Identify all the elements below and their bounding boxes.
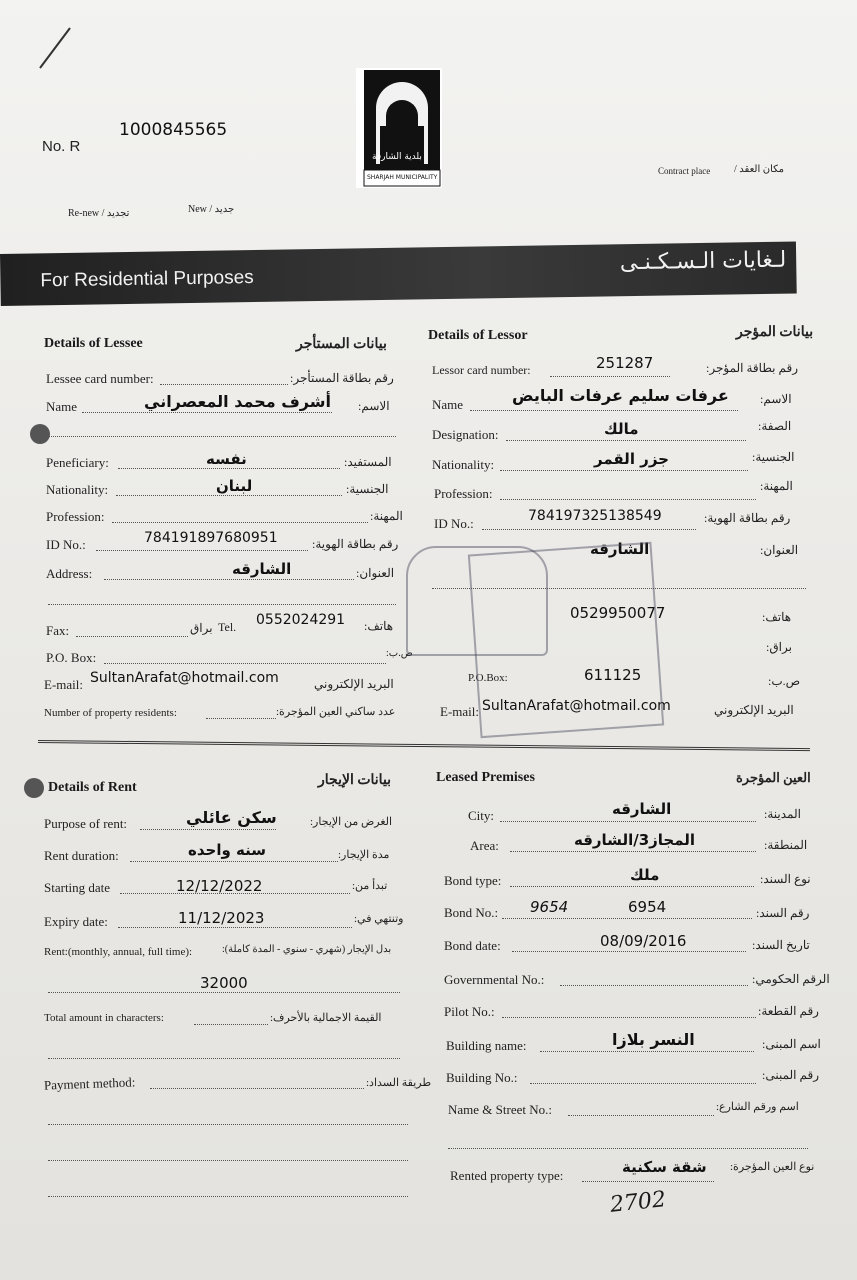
- rent-expiry: 11/12/2023: [178, 909, 265, 927]
- lessor-card-label: Lessor card number:: [432, 363, 531, 377]
- rent-duration: سنه واحده: [188, 841, 266, 859]
- premises-title-ar: العين المؤجرة: [736, 770, 811, 785]
- premises-city-label: City:: [468, 808, 495, 823]
- lessee-profession-label: Profession:: [46, 509, 105, 524]
- lessee-pobox-label-ar: ص.ب:: [386, 648, 413, 659]
- contract-no-label: No. R: [42, 138, 81, 155]
- rent-start-label-ar: تبدأ من:: [352, 880, 388, 892]
- premises-building-no-label-ar: رقم المبنى:: [762, 1068, 820, 1082]
- rent-amount-label: Rent:(monthly, annual, full time):: [44, 946, 193, 958]
- rent-expiry-label: Expiry date:: [44, 914, 108, 929]
- premises-area: المجاز3/الشارقه: [574, 831, 696, 849]
- premises-building-no-label: Building No.:: [446, 1070, 518, 1085]
- lessor-address: الشارقه: [590, 540, 650, 558]
- lessor-id-label: ID No.:: [434, 516, 474, 531]
- rent-payment-label-ar: طريقة السداد:: [366, 1077, 432, 1089]
- lessor-designation-label-ar: الصفة:: [758, 419, 792, 433]
- premises-bond-date-label: Bond date:: [444, 938, 501, 953]
- rent-start-label: Starting date: [44, 880, 111, 895]
- premises-building-label: Building name:: [446, 1038, 527, 1053]
- lessee-beneficiary-label: Peneficiary:: [46, 455, 109, 470]
- lessor-name-label: Name: [432, 397, 464, 412]
- premises-type: شقة سكنية: [622, 1158, 707, 1176]
- rent-title-ar: بيانات الإيجار: [318, 773, 392, 788]
- premises-plot-label-ar: رقم القطعة:: [758, 1004, 819, 1018]
- contract-place-label-ar: مكان العقد /: [734, 164, 785, 175]
- rent-purpose: سكن عائلي: [186, 808, 277, 827]
- rent-duration-label-ar: مدة الإيجار:: [338, 849, 390, 861]
- purpose-banner: [0, 241, 797, 305]
- premises-title: Leased Premises: [436, 770, 535, 785]
- lessor-pobox-label-ar: ص.ب:: [768, 674, 801, 688]
- premises-street-label: Name & Street No.:: [448, 1102, 552, 1117]
- logo-arabic-text: بلدية الشارقة: [372, 152, 422, 162]
- premises-city-label-ar: المدينة:: [764, 807, 801, 821]
- lessor-nationality-label: Nationality:: [432, 457, 495, 472]
- lessor-id-label-ar: رقم بطاقة الهوية:: [704, 511, 791, 525]
- lessee-nationality: لبنان: [216, 477, 253, 495]
- lessee-beneficiary: نفسه: [206, 450, 247, 468]
- contract-no: 1000845565: [119, 120, 228, 140]
- lessee-id-label-ar: رقم بطاقة الهوية:: [312, 537, 399, 551]
- lessee-address-label-ar: العنوان:: [356, 566, 395, 580]
- lessee-nationality-label-ar: الجنسية:: [346, 482, 389, 496]
- lessee-beneficiary-label-ar: المستفيد:: [344, 455, 392, 469]
- lessee-profession-label-ar: المهنة:: [370, 509, 403, 523]
- lessee-email-label: E-mail:: [44, 677, 83, 692]
- premises-bond-type-label: Bond type:: [444, 873, 502, 888]
- lessee-name-label: Name: [46, 399, 78, 414]
- lessee-title: Details of Lessee: [44, 336, 143, 351]
- lessor-address-label-ar: العنوان:: [760, 543, 799, 557]
- premises-gov-label-ar: الرقم الحكومي:: [752, 972, 830, 986]
- banner-english: For Residential Purposes: [40, 267, 254, 292]
- lessor-nationality-label-ar: الجنسية:: [752, 450, 795, 464]
- lessor-fax-label-ar: براق:: [766, 640, 792, 654]
- logo-english-text: SHARJAH MUNICIPALITY: [367, 174, 438, 181]
- new-label: New / جديد: [188, 204, 235, 215]
- lessor-pobox: 611125: [584, 666, 642, 684]
- premises-area-label-ar: المنطقة:: [764, 838, 808, 852]
- lessor-name: عرفات سليم عرفات البايض: [512, 386, 729, 405]
- lessor-name-label-ar: الاسم:: [760, 392, 792, 406]
- lessee-address: الشارقه: [232, 560, 292, 578]
- lessor-profession-label-ar: المهنة:: [760, 479, 793, 493]
- rent-expiry-label-ar: وتنتهي في:: [354, 913, 404, 925]
- lessee-name-label-ar: الاسم:: [358, 399, 390, 413]
- lessee-fax-label-ar: براق: [190, 621, 213, 635]
- unit-number-handwritten: 2702: [608, 1187, 668, 1218]
- municipality-logo-icon: [356, 68, 442, 188]
- lessor-tel-label-ar: هاتف:: [762, 610, 792, 624]
- premises-gov-label: Governmental No.:: [444, 972, 545, 987]
- rent-amount: 32000: [200, 974, 248, 992]
- lessee-residents-label: Number of property residents:: [44, 707, 177, 719]
- lessor-email-label: E-mail:: [440, 704, 479, 719]
- rent-start: 12/12/2022: [176, 877, 263, 895]
- lessor-title: Details of Lessor: [428, 328, 528, 343]
- lessor-id: 784197325138549: [528, 508, 662, 524]
- lessee-title-ar: بيانات المستأجر: [296, 337, 387, 352]
- rent-title: Details of Rent: [48, 780, 137, 795]
- premises-city: الشارقه: [612, 800, 672, 818]
- premises-building: النسر بلازا: [612, 1030, 695, 1049]
- lessee-email-label-ar: البريد الإلكتروني: [314, 677, 394, 691]
- municipality-logo: [356, 68, 442, 188]
- rent-amount-label-ar: بدل الإيجار (شهري - سنوي - المدة كاملة):: [222, 944, 392, 955]
- lessee-id: 784191897680951: [144, 530, 278, 546]
- renew-label: Re-new / تجديد: [68, 208, 130, 219]
- lessee-id-label: ID No.:: [46, 537, 86, 552]
- rent-duration-label: Rent duration:: [44, 848, 119, 863]
- banner-arabic: لـغايات الـسـكـنـى: [619, 247, 787, 276]
- lessee-tel-label: Tel.: [218, 620, 237, 634]
- lessee-fax-label: Fax:: [46, 623, 70, 638]
- premises-bond-date: 08/09/2016: [600, 932, 687, 950]
- rent-total-label-ar: القيمة الاجمالية بالأحرف:: [270, 1012, 382, 1024]
- punch-hole: [30, 424, 50, 444]
- section-divider: [38, 740, 810, 751]
- lessee-tel-label-ar: هاتف:: [364, 619, 394, 633]
- premises-type-label-ar: نوع العين المؤجرة:: [730, 1161, 815, 1173]
- lessor-email: SultanArafat@hotmail.com: [482, 698, 671, 714]
- premises-bond-no-a: 9654: [530, 898, 569, 916]
- premises-bond-no-label-ar: رقم السند:: [756, 906, 810, 920]
- lessee-address-label: Address:: [46, 566, 93, 581]
- lessee-residents-label-ar: عدد ساكني العين المؤجرة:: [276, 706, 396, 718]
- rent-payment-label: Payment method:: [43, 1074, 136, 1093]
- premises-building-label-ar: اسم المبنى:: [762, 1037, 821, 1051]
- premises-bond-no-b: 6954: [628, 898, 667, 916]
- lessor-title-ar: بيانات المؤجر: [736, 325, 814, 340]
- premises-street-label-ar: اسم ورقم الشارع:: [716, 1101, 799, 1113]
- lessee-nationality-label: Nationality:: [46, 482, 109, 497]
- approval-stamp: [468, 542, 664, 738]
- lessor-card: 251287: [596, 354, 654, 372]
- rent-purpose-label: Purpose of rent:: [44, 816, 128, 831]
- lessor-tel: 0529950077: [570, 604, 666, 622]
- lessor-pobox-label: P.O.Box:: [468, 672, 508, 684]
- rent-total-label: Total amount in characters:: [44, 1012, 164, 1024]
- lessee-pobox-label: P.O. Box:: [46, 650, 97, 665]
- premises-plot-label: Pilot No.:: [444, 1004, 495, 1019]
- premises-bond-type: ملك: [630, 866, 660, 884]
- punch-hole: [24, 778, 44, 798]
- lessor-profession-label: Profession:: [434, 486, 493, 501]
- lessee-name: أشرف محمد المعصراني: [144, 392, 331, 411]
- premises-bond-date-label-ar: تاريخ السند:: [752, 938, 810, 952]
- premises-type-label: Rented property type:: [450, 1168, 564, 1183]
- rent-purpose-label-ar: الغرض من الإيجار:: [310, 816, 393, 828]
- lessee-tel: 0552024291: [256, 612, 346, 628]
- lessee-card-label-ar: رقم بطاقة المستأجر:: [290, 371, 394, 385]
- lessor-card-label-ar: رقم بطاقة المؤجر:: [706, 361, 799, 375]
- lessor-designation: مالك: [604, 420, 639, 438]
- contract-place-label: Contract place: [658, 166, 711, 176]
- premises-bond-no-label: Bond No.:: [444, 905, 499, 920]
- lessor-nationality: جزر القمر: [594, 450, 669, 468]
- lessee-card-label: Lessee card number:: [46, 371, 154, 386]
- pen-stroke-mark: [38, 24, 74, 70]
- premises-bond-type-label-ar: نوع السند:: [760, 872, 811, 886]
- lessee-email: SultanArafat@hotmail.com: [90, 670, 279, 686]
- lessor-designation-label: Designation:: [432, 427, 499, 442]
- premises-area-label: Area:: [470, 838, 499, 853]
- lessor-email-label-ar: البريد الإلكتروني: [714, 703, 794, 717]
